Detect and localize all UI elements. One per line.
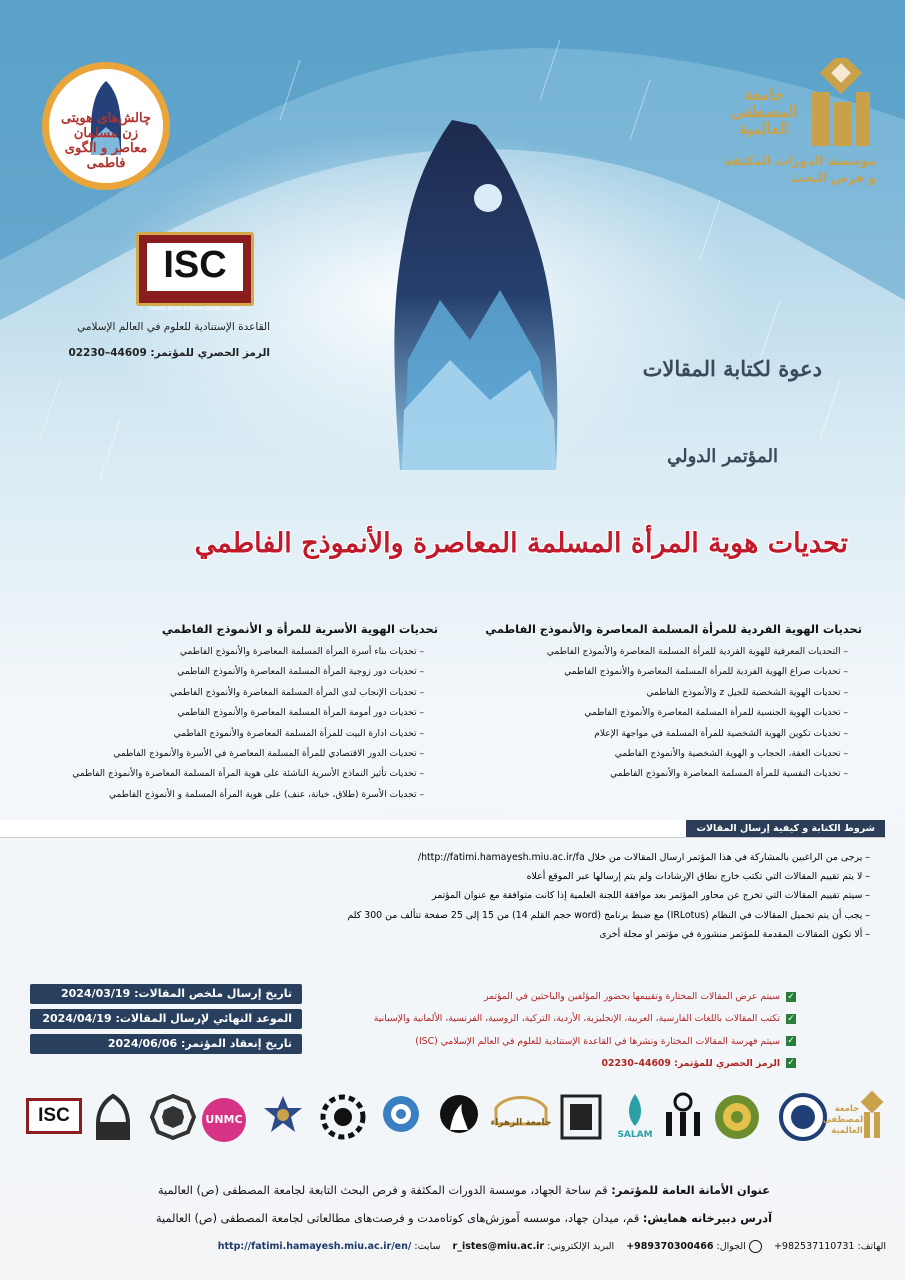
highlight-item: ✓تكتب المقالات باللغات الفارسية، العربية، الإنجليزية، الأردية، التركية، الروسية، الفرنسية، الألمانية والإسبانية xyxy=(373,1013,795,1025)
axis-topic-list xyxy=(470,642,862,785)
condition-item: – يرجى من الراغبين بالمشاركة في هذا المؤتمر ارسال المقالات من خلال http://fatimi.hamayesh.miu.ac.ir/fa/ xyxy=(40,848,870,867)
partner-logos xyxy=(20,1090,885,1160)
institution-name-line2: و فرص البحث xyxy=(790,170,876,185)
secretariat-address xyxy=(40,1184,888,1197)
conditions-bar xyxy=(0,820,885,838)
date-conference xyxy=(30,1034,302,1054)
isc-logo-text: ISC xyxy=(163,244,227,286)
individual-identity-axis xyxy=(470,622,862,785)
partner-label: جامعة الزهراء xyxy=(490,1118,552,1128)
date-label: تاريخ إنعقاد المؤتمر: xyxy=(180,1037,292,1050)
whatsapp-icon xyxy=(749,1240,762,1253)
axis-topic: – تحديات دور أمومة المرأة المسلمة المعاصرة والأنموذج الفاطمي xyxy=(40,703,424,723)
conference-emblem xyxy=(42,62,170,190)
axis-topic: – تحديات دور زوجية المرأة المسلمة المعاصرة والأنموذج الفاطمي xyxy=(40,662,424,682)
family-identity-axis xyxy=(40,622,438,805)
conference-label: المؤتمر الدولي xyxy=(667,446,778,467)
phone-label: الهاتف: xyxy=(857,1241,886,1252)
sun-emblem-logo-icon xyxy=(710,1090,764,1150)
partner-label: UNMC xyxy=(202,1098,246,1142)
axis-topic: – تحديات بناء أسرة المرأة المسلمة المعاصرة والأنموذج الفاطمي xyxy=(40,642,424,662)
emblem-caption: چالش‌های هویتی زن مسلمان معاصر و الگوی فاطمی xyxy=(61,111,151,171)
axis-topic: – تحديات الدور الاقتصادي للمرأة المسلمة المعاصرة في الأسرة والأنموذج الفاطمي xyxy=(40,744,424,764)
date-abstract-deadline xyxy=(30,984,302,1004)
date-value: 2024/04/19 xyxy=(42,1012,112,1025)
condition-item: – لا يتم تقييم المقالات التي تكتب خارج نطاق الإرشادات ولم يتم إرسالها عبر الموقع أعلاه xyxy=(40,867,870,886)
unmc-logo-icon xyxy=(198,1090,252,1150)
partner-label: SALAM xyxy=(617,1130,653,1140)
geometric-logo-icon xyxy=(316,1090,370,1150)
invitation-heading: دعوة لكتابة المقالات xyxy=(642,356,822,381)
salam-logo-icon xyxy=(608,1090,662,1150)
axis-topic: – تحديات النفسية للمرأة المسلمة المعاصرة والأنموذج الفاطمي xyxy=(470,764,848,784)
isc-caption xyxy=(40,314,270,366)
address-label: عنوان الأمانة العامة للمؤتمر: xyxy=(611,1184,770,1197)
checkmark-icon: ✓ xyxy=(787,991,795,1002)
condition-item: – سيتم تقييم المقالات التي تخرج عن محاور المؤتمر بعد موافقة اللجنة العلمية إذا كانت متوافقة مع عنوان المؤتمر xyxy=(40,886,870,905)
partner-label: ISC xyxy=(26,1098,82,1134)
axis-topic: – تحديات الإنجاب لدى المرأة المسلمة المعاصرة والأنموذج الفاطمي xyxy=(40,683,424,703)
dates-panel xyxy=(30,984,302,1054)
site-link[interactable]: http://fatimi.hamayesh.miu.ac.ir/en/ xyxy=(217,1241,412,1252)
conditions-list xyxy=(40,848,870,944)
mobile-number[interactable]: +989370300466 xyxy=(626,1241,714,1252)
date-label: تاريخ إرسال ملخص المقالات: xyxy=(134,987,292,1000)
checkmark-icon: ✓ xyxy=(787,1013,795,1024)
address-label: آدرس دبیرخانه همایش: xyxy=(642,1212,772,1225)
conference-title: تحديات هوية المرأة المسلمة المعاصرة والأنموذج الفاطمي xyxy=(194,528,848,559)
highlights-list xyxy=(330,986,796,1075)
isc-logo-icon xyxy=(24,1090,78,1150)
university-seal-logo-icon xyxy=(776,1090,830,1150)
address-text: قم ساحة الجهاد، موسسة الدورات المكثفة و فرص البحث التابعة لجامعة المصطفى (ص) العالمية xyxy=(158,1184,608,1197)
institution-name xyxy=(700,152,876,186)
axis-topic-list xyxy=(40,642,438,805)
date-value: 2024/03/19 xyxy=(60,987,131,1000)
axis-topic: – تحديات الهوية الجنسية للمرأة المسلمة المعاصرة والأنموذج الفاطمي xyxy=(470,703,848,723)
partner-label: جامعة المصطفى العالمية xyxy=(822,1104,866,1136)
axis-topic: – تحديات صراع الهوية الفردية للمرأة المسلمة المعاصرة والأنموذج الفاطمي xyxy=(470,662,848,682)
highlight-item: ✓سيتم فهرسة المقالات المختارة ونشرها في القاعدة الإستنادية للعلوم في العالم الإسلامي (ISC) xyxy=(415,1035,795,1047)
highlight-item: ✓الرمز الحصري للمؤتمر: 44609–02230 xyxy=(601,1057,795,1069)
silhouette-logo-icon xyxy=(432,1090,486,1150)
institution-name-line1: موسسة الدورات المكثفة xyxy=(724,153,876,168)
axis-topic: – تحديات ادارة البيت للمرأة المسلمة المعاصرة والأنموذج الفاطمي xyxy=(40,724,424,744)
contact-bar xyxy=(56,1240,886,1253)
date-paper-deadline xyxy=(30,1009,302,1029)
email-label: البريد الإلكتروني: xyxy=(547,1241,615,1252)
axis-heading: تحديات الهوية الفردية للمرأة المسلمة المعاصرة والأنموذج الفاطمي xyxy=(485,622,862,636)
checkmark-icon: ✓ xyxy=(787,1036,795,1047)
axis-topic: – التحديات المعرفية للهوية الفردية للمرأة المسلمة المعاصرة والأنموذج الفاطمي xyxy=(470,642,848,662)
site-label: سايت: xyxy=(414,1241,441,1252)
pillars-logo-icon xyxy=(656,1090,710,1150)
isc-subtitle: Islamic World Science Citation Center xyxy=(148,306,242,312)
email-link[interactable]: r_istes@miu.ac.ir xyxy=(452,1241,545,1252)
star-badge-logo-icon xyxy=(256,1090,310,1150)
axis-topic: – تحديات العفة، الحجاب و الهوية الشخصية والأنموذج الفاطمي xyxy=(470,744,848,764)
date-value: 2024/06/06 xyxy=(107,1037,178,1050)
checkmark-icon: ✓ xyxy=(787,1058,795,1069)
blue-rosette-logo-icon xyxy=(374,1090,428,1150)
phone-number[interactable]: +982537110731 xyxy=(773,1241,855,1252)
isc-caption-line1: القاعدة الإستنادية للعلوم في العالم الإسلامي xyxy=(77,321,270,333)
institution-logo-text: جامعة المصطفى العالمية xyxy=(730,85,798,138)
al-mustafa-small-logo-icon xyxy=(822,1090,888,1150)
axis-topic: – تحديات الأسرة (طلاق، خيانة، عنف) على هوية المرأة المسلمة و الأنموذج الفاطمي xyxy=(40,785,424,805)
conditions-heading: شروط الكتابة و كيفية إرسال المقالات xyxy=(686,820,885,837)
highlight-item: ✓سيتم عرض المقالات المختارة وتقييمها بحضور المؤلفين والباحثين في المؤتمر xyxy=(484,991,795,1002)
al-mustafa-logo-icon xyxy=(808,58,874,150)
isc-caption-line2: الرمز الحصري للمؤتمر: 44609–02230 xyxy=(68,347,270,359)
axis-topic: – تحديات تكوين الهوية الشخصية للمرأة المسلمة في مواجهة الإعلام xyxy=(470,724,848,744)
square-emblem-logo-icon xyxy=(554,1090,608,1150)
mobile-label: الجوال: xyxy=(716,1241,746,1252)
axis-heading: تحديات الهوية الأسرية للمرأة و الأنموذج الفاطمي xyxy=(161,622,438,636)
condition-item: – يجب أن يتم تحميل المقالات في النظام (IRLotus) مع ضبط برنامج (word حجم القلم 14) من 15 إلى 25 صفحة تتألف من 300 كلم xyxy=(40,906,870,925)
persian-address xyxy=(40,1212,888,1225)
date-label: الموعد النهائي لإرسال المقالات: xyxy=(115,1012,292,1025)
condition-item: – ألا تكون المقالات المقدمة للمؤتمر منشورة في مؤتمر او مجلة أخرى xyxy=(40,925,870,944)
dome-logo-icon xyxy=(86,1090,140,1150)
al-zahra-logo-icon xyxy=(486,1090,556,1150)
address-text: قم، میدان جهاد، موسسه آموزش‌های کوتاه‌مدت و فرصت‌های مطالعاتی لجامعة المصطفى (ص) العالمية xyxy=(156,1212,640,1225)
isc-badge xyxy=(136,232,254,312)
octagon-logo-icon xyxy=(146,1090,200,1150)
axis-topic: – تحديات تأثير النماذج الأسرية الناشئة على هوية المرأة المسلمة المعاصرة والأنموذج الفاطمي xyxy=(40,764,424,784)
axis-topic: – تحديات الهوية الشخصية للجيل z والأنموذج الفاطمي xyxy=(470,683,848,703)
